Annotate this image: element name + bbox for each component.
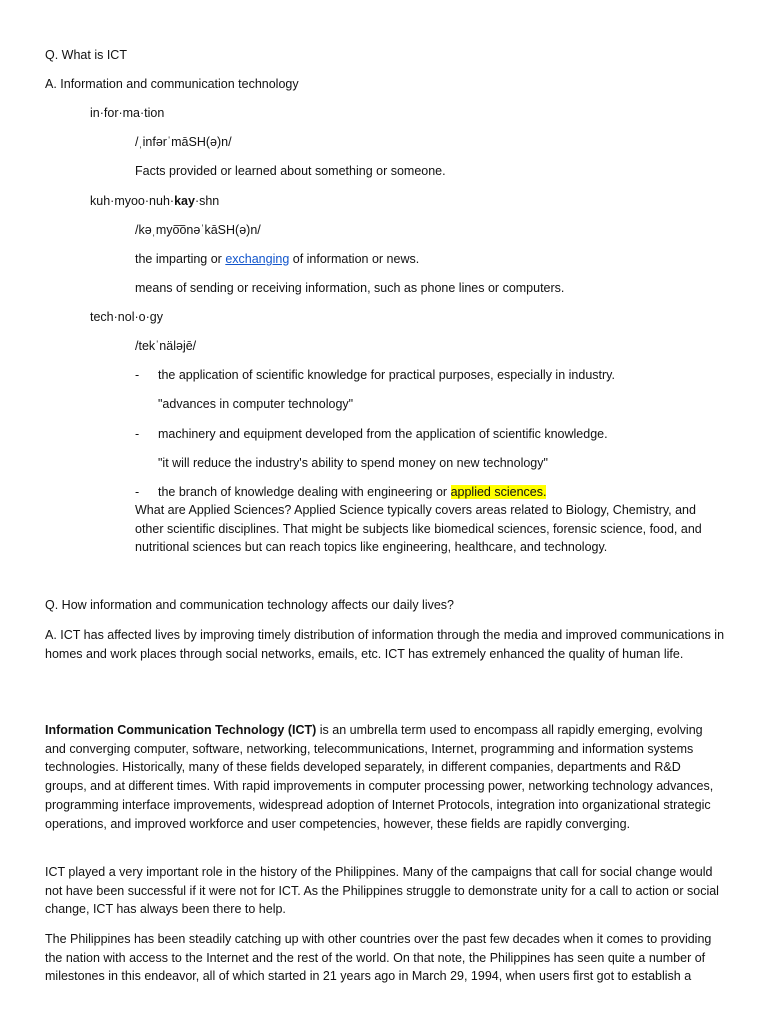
technology-definition-2: machinery and equipment developed from the application of scientific knowledge.: [158, 427, 608, 441]
exchanging-link[interactable]: exchanging: [225, 252, 290, 266]
question-ict-daily-lives: Q. How information and communication technology affects our daily lives?: [45, 598, 455, 612]
technology-example-1: "advances in computer technology": [158, 397, 354, 411]
definition-prefix: the branch of knowledge dealing with engineering or: [158, 485, 451, 499]
definition-prefix: the imparting or: [135, 252, 226, 266]
term-communication-definition-2: means of sending or receiving information, such as phone lines or computers.: [135, 281, 565, 295]
term-information-definition: Facts provided or learned about something or someone.: [135, 164, 446, 178]
term-communication-syllables: [90, 192, 219, 210]
philippines-paragraph-1: ICT played a very important role in the history of the Philippines. Many of the campaigns that call for social change would not have been successful if it were not for ICT. As the Philippines struggle to demonstrate unity for a call to action or social change, ICT has always been there to help.: [45, 865, 719, 917]
answer-ict-definition: A. Information and communication technology: [45, 77, 299, 91]
technology-definition-1: the application of scientific knowledge for practical purposes, especially in industry.: [158, 368, 615, 382]
bullet-dash-2: -: [135, 427, 140, 441]
term-communication-pronunciation: /kəˌmyo͞onəˈkāSH(ə)n/: [135, 223, 261, 237]
term-technology-pronunciation: /tekˈnäləjē/: [135, 339, 197, 353]
applied-sciences-note: What are Applied Sciences? Applied Science typically covers areas related to Biology, Chemistry, and other scientific disciplines. That might be subjects like biomedical sciences, forensic science, food, and nutritional sciences but can reach topics like engineering, healthcare, and technology.: [135, 503, 702, 555]
ict-bold-term: Information Communication Technology (ICT): [45, 723, 317, 737]
answer-ict-daily-lives: A. ICT has affected lives by improving timely distribution of information through the media and improved communications in homes and work places through social networks, emails, etc. ICT has extremely enhanced the quality of human life.: [45, 628, 725, 661]
ict-definition-paragraph: [45, 721, 725, 833]
question-what-is-ict: Q. What is ICT: [45, 48, 127, 62]
term-information-pronunciation: /ˌinfərˈmāSH(ə)n/: [135, 135, 232, 149]
ict-definition-text: is an umbrella term used to encompass all rapidly emerging, evolving and converging computer, software, networking, telecommunications, Internet, programming and information systems technologies. Historically, many of these fields developed separately, in different companies, departments and R&D groups, and at different times. With rapid improvements in computer processing power, networking technology advances, programming interface improvements, widespread adoption of Internet Protocols, integration into organizational strategic operations, and improved workforce and user competencies, however, these fields are rapidly converging.: [45, 723, 714, 831]
term-communication-definition-1: [135, 250, 419, 268]
term-information-syllables: in·for·ma·tion: [90, 106, 165, 120]
bullet-dash-1: -: [135, 368, 140, 382]
philippines-paragraph-2: The Philippines has been steadily catching up with other countries over the past few decades when it comes to providing the nation with access to the Internet and the rest of the world. On that note, the Philippines has seen quite a number of milestones in this endeavor, all of which started in 21 years ago in March 29, 1994, when users first got to establish a: [45, 932, 712, 984]
technology-definition-3: [158, 483, 546, 501]
term-technology-syllables: tech·nol·o·gy: [90, 310, 163, 324]
bullet-dash-3: -: [135, 485, 140, 499]
syllables-stressed: kay: [174, 194, 195, 208]
syllables-suffix: ·shn: [194, 194, 220, 208]
syllables-prefix: kuh·myoo·nuh·: [90, 194, 175, 208]
highlighted-applied-sciences: applied sciences.: [450, 485, 547, 499]
definition-suffix: of information or news.: [289, 252, 420, 266]
technology-example-2: "it will reduce the industry's ability to spend money on new technology": [158, 456, 548, 470]
